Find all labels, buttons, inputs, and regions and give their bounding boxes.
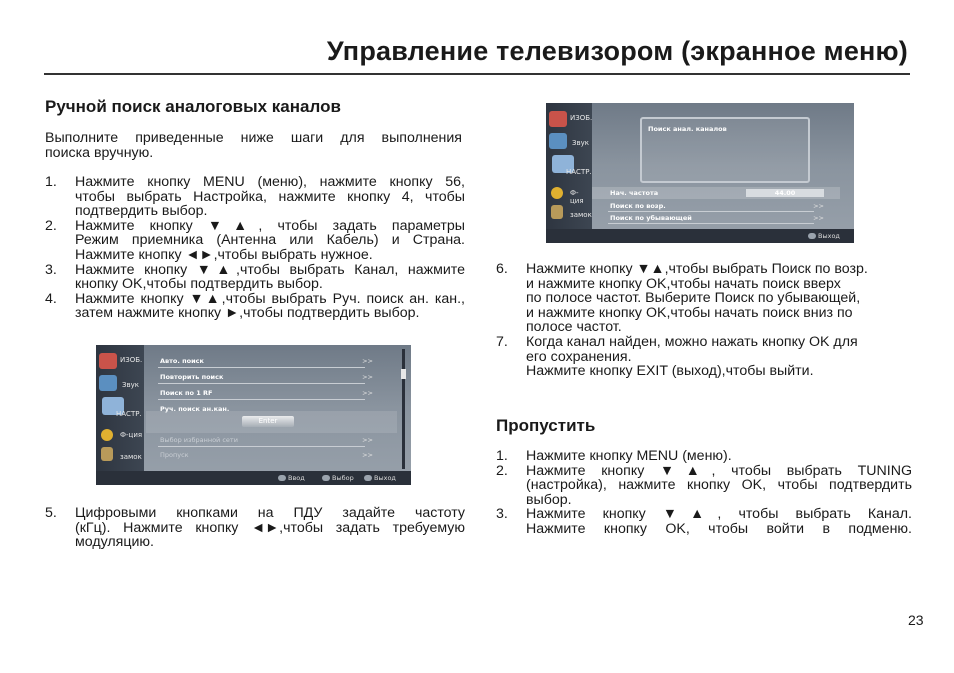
lock-icon <box>551 205 563 219</box>
intro-line: поиска вручную. <box>45 144 154 161</box>
start-frequency-value: 44.00 <box>746 189 824 197</box>
manual-search-steps-continued <box>496 262 912 379</box>
step-line: Режим приемника (Антенна или Кабель) и Страна. <box>75 232 465 249</box>
lock-icon <box>101 447 113 461</box>
step-line: кнопку OK,чтобы подтвердить выбор. <box>75 276 323 293</box>
analog-search-box: Поиск анал. каналов <box>640 117 810 183</box>
section-heading-skip: Пропустить <box>496 416 596 435</box>
step-line: выбор. <box>526 491 572 508</box>
step-line: модуляцию. <box>75 534 154 551</box>
step-line: (кГц). Нажмите кнопку ◄►,чтобы задать требуемую <box>75 519 465 536</box>
step-number: 2. <box>496 462 508 479</box>
list-item <box>496 335 912 379</box>
page-number: 23 <box>908 612 924 628</box>
list-item <box>496 262 912 335</box>
tv-menu-row: Поиск по 1 RF >> <box>160 389 373 397</box>
step-line: Нажмите кнопку ▼▲, чтобы выбрать Канал. <box>526 506 912 523</box>
tv-menu-row-selected: Руч. поиск ан.кан. <box>160 405 230 413</box>
page-title: Управление телевизором (экранное меню) <box>326 36 908 66</box>
manual-search-steps <box>45 175 465 321</box>
manual-search-step-5 <box>45 506 465 550</box>
step-number: 3. <box>45 261 57 278</box>
section-heading-manual-search: Ручной поиск аналоговых каналов <box>45 97 341 116</box>
step-line: и нажмите кнопку OK,чтобы начать поиск вниз по <box>526 304 853 321</box>
tv-menu-row: Выбор избранной сети >> <box>160 436 373 444</box>
tv-sidebar: ИЗОБ. Звук НАСТР. Ф-ция замок <box>96 345 144 485</box>
intro-line: Выполните приведенные ниже шаги для выполнения <box>45 130 462 146</box>
list-item <box>45 175 465 219</box>
tv-main-panel <box>592 103 854 243</box>
step-number: 4. <box>45 290 57 307</box>
list-item <box>496 449 912 464</box>
tv-footer: Ввод Выбор Выход <box>96 471 411 485</box>
intro-paragraph <box>45 131 462 160</box>
step-line: затем нажмите кнопку ►,чтобы подтвердить выбор. <box>75 305 420 322</box>
tv-menu-screenshot-analog-search <box>546 103 854 243</box>
picture-icon <box>549 111 567 127</box>
step-line: Нажмите кнопку EXIT (выход),чтобы выйти. <box>526 363 814 380</box>
step-number: 3. <box>496 506 508 523</box>
star-icon <box>551 187 563 199</box>
step-line: чтобы выбрать Настройка, нажмите кнопку 4, чтобы <box>75 188 465 205</box>
step-number: 2. <box>45 217 57 234</box>
step-line: его сохранения. <box>526 348 632 365</box>
step-line: по полосе частот. Выберите Поиск по убывающей, <box>526 290 861 307</box>
step-line: Цифровыми кнопками на ПДУ задайте частоту <box>75 505 465 521</box>
step-line: Нажмите кнопку OK, чтобы войти в подменю. <box>526 520 912 537</box>
list-item <box>45 219 465 263</box>
list-item <box>45 506 465 550</box>
step-line: Нажмите кнопку ▼▲,чтобы выбрать Поиск по возр. <box>526 261 868 277</box>
tv-menu-row: Авто. поиск >> <box>160 357 373 365</box>
step-line: полосе частот. <box>526 319 622 336</box>
tv-scrollbar <box>402 349 405 469</box>
tv-menu-screenshot-tuning <box>96 345 411 485</box>
step-line: Нажмите кнопку ▼▲, чтобы задать параметры <box>75 217 465 234</box>
step-number: 1. <box>45 174 57 190</box>
list-item <box>45 292 465 321</box>
step-line: Нажмите кнопку MENU (меню), нажмите кнопку 56, <box>75 174 465 190</box>
list-item <box>496 507 912 536</box>
skip-steps <box>496 449 912 537</box>
tv-menu-row: Поиск по убывающей >> <box>610 214 824 222</box>
tv-main-panel <box>144 345 411 485</box>
step-number: 1. <box>496 448 508 464</box>
tv-menu-row: Повторить поиск >> <box>160 373 373 381</box>
step-line: Нажмите кнопку ▼▲,чтобы выбрать Руч. поиск ан. кан., <box>75 290 465 307</box>
sound-icon <box>99 375 117 391</box>
tv-menu-row-selected: Нач. частота <box>610 189 659 197</box>
tv-footer: Выход <box>546 229 854 243</box>
title-divider <box>44 73 910 75</box>
sound-icon <box>549 133 567 149</box>
step-number: 6. <box>496 261 508 277</box>
step-line: Нажмите кнопку MENU (меню). <box>526 448 732 464</box>
tv-sidebar: ИЗОБ. Звук НАСТР. Ф-ция замок <box>546 103 592 243</box>
list-item <box>45 263 465 292</box>
tv-scrollbar-thumb <box>401 369 406 379</box>
step-line: подтвердить выбор. <box>75 203 208 220</box>
enter-button: Enter <box>242 416 294 427</box>
star-icon <box>101 429 113 441</box>
step-line: Нажмите кнопку ▼▲, чтобы выбрать TUNING <box>526 462 912 479</box>
picture-icon <box>99 353 117 369</box>
step-number: 5. <box>45 505 57 521</box>
step-line: (настройка), нажмите кнопку OK, чтобы подтвердить <box>526 477 912 494</box>
tv-menu-row: Пропуск >> <box>160 451 373 459</box>
tv-menu-row: Поиск по возр. >> <box>610 202 824 210</box>
step-line: Нажмите кнопку ◄►,чтобы выбрать нужное. <box>75 246 373 263</box>
list-item <box>496 464 912 508</box>
step-line: Нажмите кнопку ▼▲,чтобы выбрать Канал, нажмите <box>75 261 465 278</box>
step-line: и нажмите кнопку OK,чтобы начать поиск вверх <box>526 275 841 292</box>
step-number: 7. <box>496 333 508 350</box>
step-line: Когда канал найден, можно нажать кнопку OK для <box>526 333 858 350</box>
